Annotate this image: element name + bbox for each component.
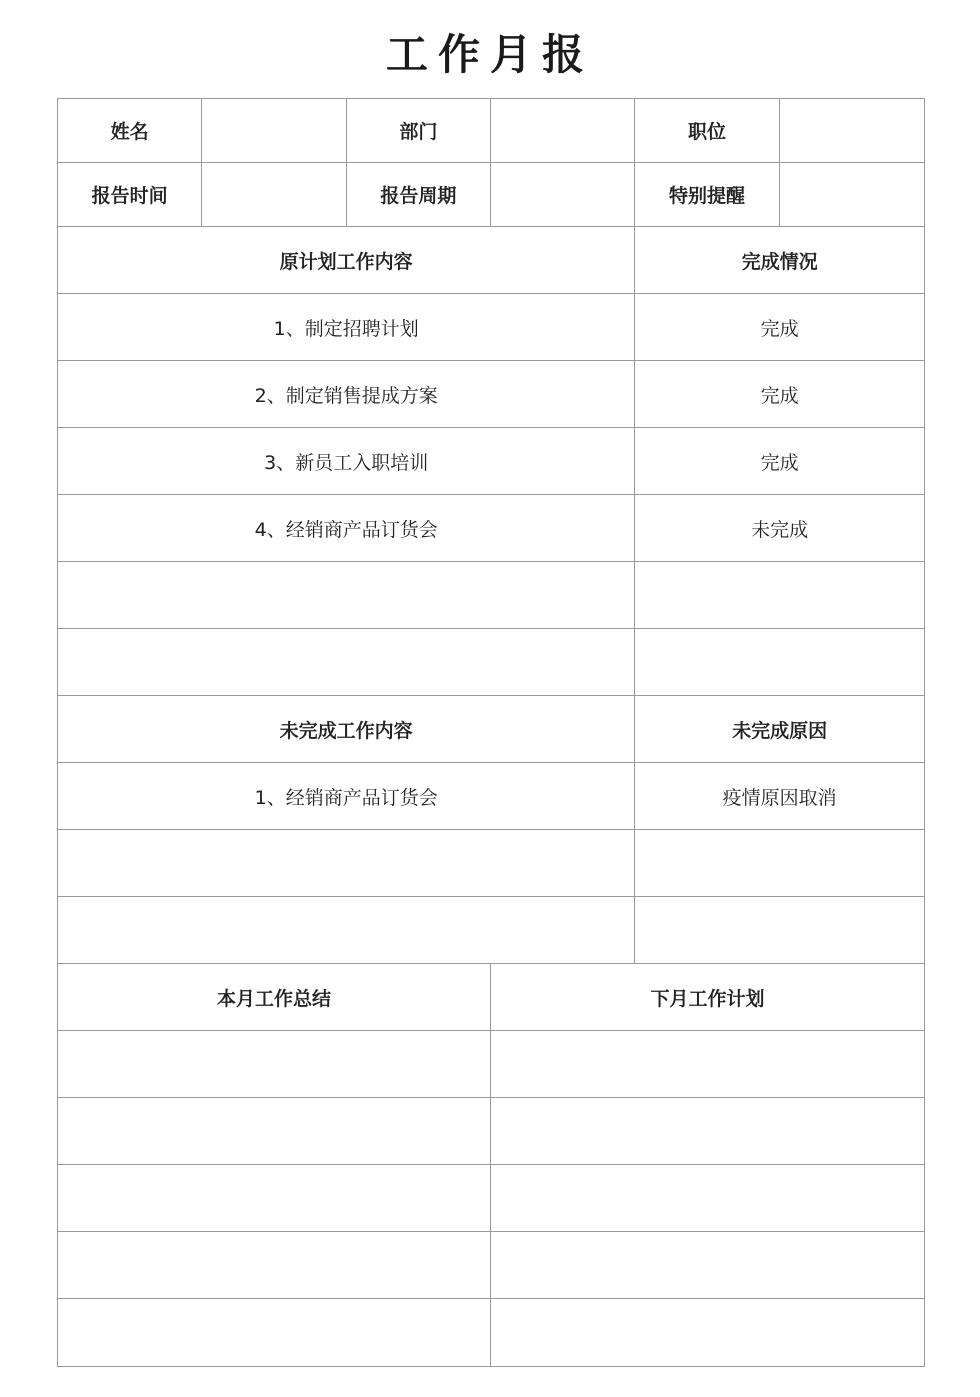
planned-work-header: 原计划工作内容 (58, 227, 635, 294)
planned-work-item[interactable]: 2、制定销售提成方案 (58, 361, 635, 428)
planned-work-status[interactable] (635, 562, 924, 629)
name-label: 姓名 (58, 99, 202, 163)
unfinished-work-header: 未完成工作内容 (58, 696, 635, 763)
unfinished-reason[interactable]: 疫情原因取消 (635, 763, 924, 830)
unfinished-reason[interactable] (635, 830, 924, 897)
unfinished-work-item[interactable] (58, 897, 635, 964)
planned-work-item[interactable]: 3、新员工入职培训 (58, 428, 635, 495)
planned-work-status[interactable]: 未完成 (635, 495, 924, 562)
planned-work-status[interactable]: 完成 (635, 428, 924, 495)
unfinished-work-item[interactable] (58, 830, 635, 897)
this-month-summary-cell[interactable] (58, 1098, 491, 1165)
next-month-plan-cell[interactable] (491, 1299, 924, 1366)
planned-work-item[interactable] (58, 562, 635, 629)
planned-work-item[interactable]: 1、制定招聘计划 (58, 294, 635, 361)
page-title: 工作月报 (385, 30, 594, 79)
this-month-summary-cell[interactable] (58, 1031, 491, 1098)
unfinished-reason[interactable] (635, 897, 924, 964)
this-month-summary-cell[interactable] (58, 1165, 491, 1232)
this-month-summary-header: 本月工作总结 (58, 964, 491, 1031)
report-time-field[interactable] (202, 163, 346, 227)
next-month-plan-cell[interactable] (491, 1232, 924, 1299)
planned-work-item[interactable]: 4、经销商产品订货会 (58, 495, 635, 562)
report-period-label: 报告周期 (347, 163, 491, 227)
this-month-summary-cell[interactable] (58, 1299, 491, 1366)
unfinished-reason-header: 未完成原因 (635, 696, 924, 763)
completion-status-header: 完成情况 (635, 227, 924, 294)
planned-work-status[interactable]: 完成 (635, 361, 924, 428)
report-table (57, 98, 925, 1367)
position-field[interactable] (780, 99, 924, 163)
department-field[interactable] (491, 99, 635, 163)
planned-work-status[interactable]: 完成 (635, 294, 924, 361)
report-period-field[interactable] (491, 163, 635, 227)
unfinished-work-item[interactable]: 1、经销商产品订货会 (58, 763, 635, 830)
next-month-plan-cell[interactable] (491, 1098, 924, 1165)
next-month-plan-cell[interactable] (491, 1031, 924, 1098)
planned-work-status[interactable] (635, 629, 924, 696)
next-month-plan-cell[interactable] (491, 1165, 924, 1232)
next-month-plan-header: 下月工作计划 (491, 964, 924, 1031)
special-note-field[interactable] (780, 163, 924, 227)
department-label: 部门 (347, 99, 491, 163)
special-note-label: 特别提醒 (635, 163, 779, 227)
report-time-label: 报告时间 (58, 163, 202, 227)
this-month-summary-cell[interactable] (58, 1232, 491, 1299)
position-label: 职位 (635, 99, 779, 163)
name-field[interactable] (202, 99, 346, 163)
planned-work-item[interactable] (58, 629, 635, 696)
